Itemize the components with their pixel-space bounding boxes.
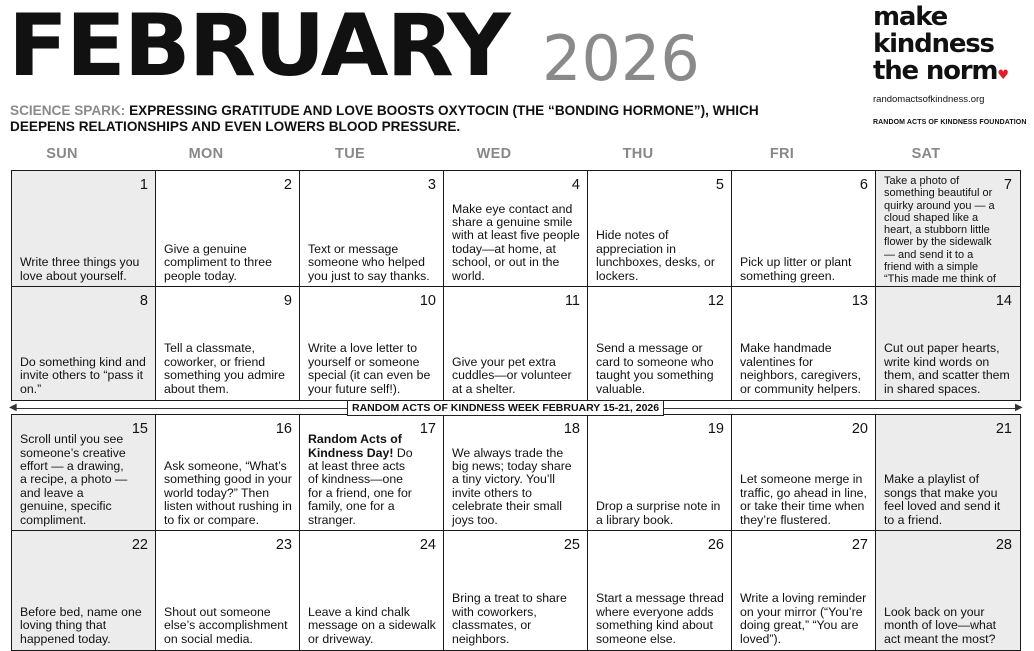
day-activity-text: Tell a classmate, coworker, or friend something you admire about them.: [164, 341, 285, 396]
month-title: FEBRUARY: [8, 0, 509, 96]
day-number: 1: [139, 177, 148, 193]
day-activity-text: Text or message someone who helped you just to say thanks.: [308, 241, 430, 283]
day-of-week-fri: FRI: [769, 146, 795, 162]
arrow-right-icon: ▶: [1015, 402, 1023, 413]
day-number: 7: [1003, 177, 1012, 193]
logo-line-3: [873, 58, 1033, 89]
science-spark-text: EXPRESSING GRATITUDE AND LOVE BOOSTS OXYTOCIN (THE “BONDING HORMONE”), WHICH DEEPENS RELATIONSHIPS AND EVEN LOWERS BLOOD PRESSURE.: [10, 103, 759, 134]
calendar-day-cell: [875, 530, 1021, 651]
brand-logo: [873, 4, 1033, 107]
day-activity-text: Scroll until you see someone’s creative effort — a drawing, a recipe, a photo — and leave a genuine, specific compliment.: [20, 432, 128, 527]
day-number: 23: [275, 537, 292, 553]
day-number: 27: [851, 537, 868, 553]
calendar-day-cell: [155, 414, 301, 532]
day-activity-text: Give your pet extra cuddles—or volunteer at a shelter.: [452, 354, 572, 396]
day-activity-text: Take a photo of something beautiful or quirky around you — a cloud shaped like a heart, a stubborn little flower by the sidewalk — and send it to a friend with a simple “This made me think of: [884, 175, 996, 286]
week-banner: RANDOM ACTS OF KINDNESS WEEK FEBRUARY 15-21, 2026: [347, 400, 664, 416]
calendar-day-cell: [875, 170, 1021, 288]
day-number: 8: [139, 293, 148, 309]
day-number: 11: [564, 293, 580, 309]
day-activity-text: Start a message thread where everyone adds something kind about someone else.: [596, 591, 724, 646]
day-activity-text: Make eye contact and share a genuine smile with at least five people today—at home, at school, or out in the world.: [452, 201, 580, 283]
day-number: 6: [859, 177, 868, 193]
day-activity-text: Before bed, name one loving thing that happened today.: [20, 604, 142, 646]
day-activity-text: Pick up litter or plant something green.: [740, 255, 852, 283]
day-activity-text: Write a loving reminder on your mirror (“You’re doing great,” “You are loved”).: [740, 591, 867, 646]
day-activity-text: [308, 433, 414, 527]
calendar-day-cell: [299, 170, 445, 288]
day-number: 4: [571, 177, 580, 193]
calendar-day-cell: [11, 286, 157, 401]
calendar-day-cell: [443, 530, 589, 651]
day-activity-text: Make a playlist of songs that make you feel loved and send it to a friend.: [884, 472, 1001, 527]
calendar-day-cell: [155, 170, 301, 288]
day-highlight: Random Acts of Kindness Day!: [308, 432, 402, 460]
day-of-week-sun: SUN: [46, 146, 78, 162]
day-activity-text: Cut out paper hearts, write kind words on them, and scatter them in shared spaces.: [884, 341, 1010, 396]
day-number: 15: [131, 421, 148, 437]
calendar-day-cell: [11, 530, 157, 651]
calendar-day-cell: [731, 286, 877, 401]
day-activity-text: Do something kind and invite others to “pass it on.”: [20, 354, 146, 396]
day-of-week-mon: MON: [188, 146, 224, 162]
day-number: 18: [563, 421, 580, 437]
day-number: 12: [707, 293, 724, 309]
day-activity-text: Drop a surprise note in a library book.: [596, 499, 721, 527]
day-number: 10: [419, 293, 436, 309]
day-number: 26: [707, 537, 724, 553]
day-number: 13: [851, 293, 868, 309]
calendar-day-cell: [443, 170, 589, 288]
day-number: 5: [715, 177, 724, 193]
calendar-day-cell: [587, 414, 733, 532]
day-of-week-tue: TUE: [335, 146, 365, 162]
science-spark-label: SCIENCE SPARK:: [10, 103, 126, 118]
calendar-day-cell: [155, 286, 301, 401]
calendar-day-cell: [299, 286, 445, 401]
arrow-left-icon: ◀: [9, 402, 17, 413]
day-activity-text: Look back on your month of love—what act meant the most?: [884, 604, 997, 646]
year-title: 2026: [542, 22, 700, 95]
foundation-name: RANDOM ACTS OF KINDNESS FOUNDATION: [873, 119, 1027, 126]
day-activity-text: Give a genuine compliment to three people today.: [164, 241, 272, 283]
calendar-day-cell: [587, 530, 733, 651]
calendar-day-cell: [443, 414, 589, 532]
day-number: 24: [419, 537, 436, 553]
day-number: 2: [283, 177, 292, 193]
day-of-week-sat: SAT: [911, 146, 941, 162]
day-of-week-header: [11, 146, 1021, 166]
day-number: 14: [995, 293, 1012, 309]
logo-line-2: kindness: [873, 29, 994, 59]
day-number: 3: [427, 177, 436, 193]
day-number: 22: [131, 537, 148, 553]
day-activity-body: Do at least three acts of kindness—one for a friend, one for family, one for a stranger.: [308, 445, 413, 527]
website-url: randomactsofkindness.org: [873, 94, 985, 105]
day-activity-text: We always trade the big news; today share a tiny victory. You’ll invite others to celebrate their small joys too.: [452, 445, 572, 527]
calendar-day-cell: [731, 170, 877, 288]
logo-line-1: make: [873, 2, 948, 32]
heart-icon: ♥: [997, 68, 1009, 83]
science-spark: [10, 103, 810, 135]
calendar-day-cell: [875, 414, 1021, 532]
day-number: 9: [283, 293, 292, 309]
day-number: 25: [563, 537, 580, 553]
day-activity-text: Send a message or card to someone who taught you something valuable.: [596, 341, 714, 396]
day-activity-text: Write three things you love about yourself.: [20, 255, 140, 283]
day-activity-text: Let someone merge in traffic, go ahead in line, or take their time when they’re flustered.: [740, 472, 867, 527]
day-number: 28: [995, 537, 1012, 553]
day-activity-text: Make handmade valentines for neighbors, caregivers, or community helpers.: [740, 341, 861, 396]
calendar-day-cell: [875, 286, 1021, 401]
calendar-day-cell: [155, 530, 301, 651]
calendar-day-cell: [443, 286, 589, 401]
day-number: 16: [275, 421, 292, 437]
calendar-day-cell: [11, 170, 157, 288]
calendar-day-cell: [731, 530, 877, 651]
day-activity-text: Leave a kind chalk message on a sidewalk or driveway.: [308, 604, 436, 646]
day-activity-text: Bring a treat to share with coworkers, classmates, or neighbors.: [452, 591, 567, 646]
calendar-day-cell: [587, 170, 733, 288]
logo-line-3-text: the norm: [873, 56, 998, 86]
day-number: 17: [419, 421, 436, 437]
day-activity-text: Ask someone, “What’s something good in your world today?” Then listen without rushing in to fix or compare.: [164, 458, 292, 527]
day-activity-text: Hide notes of appreciation in lunchboxes, desks, or lockers.: [596, 228, 715, 283]
day-of-week-thu: THU: [622, 146, 654, 162]
day-of-week-wed: WED: [476, 146, 512, 162]
day-activity-text: Write a love letter to yourself or someone special (it can even be your future self!).: [308, 341, 431, 396]
day-number: 20: [851, 421, 868, 437]
calendar-day-cell: [11, 414, 157, 532]
calendar-day-cell: [731, 414, 877, 532]
calendar-day-cell: [587, 286, 733, 401]
calendar-day-cell: [299, 530, 445, 651]
day-number: 21: [995, 421, 1012, 437]
calendar-day-cell: [299, 414, 445, 532]
day-number: 19: [707, 421, 724, 437]
day-activity-text: Shout out someone else’s accomplishment on social media.: [164, 604, 288, 646]
